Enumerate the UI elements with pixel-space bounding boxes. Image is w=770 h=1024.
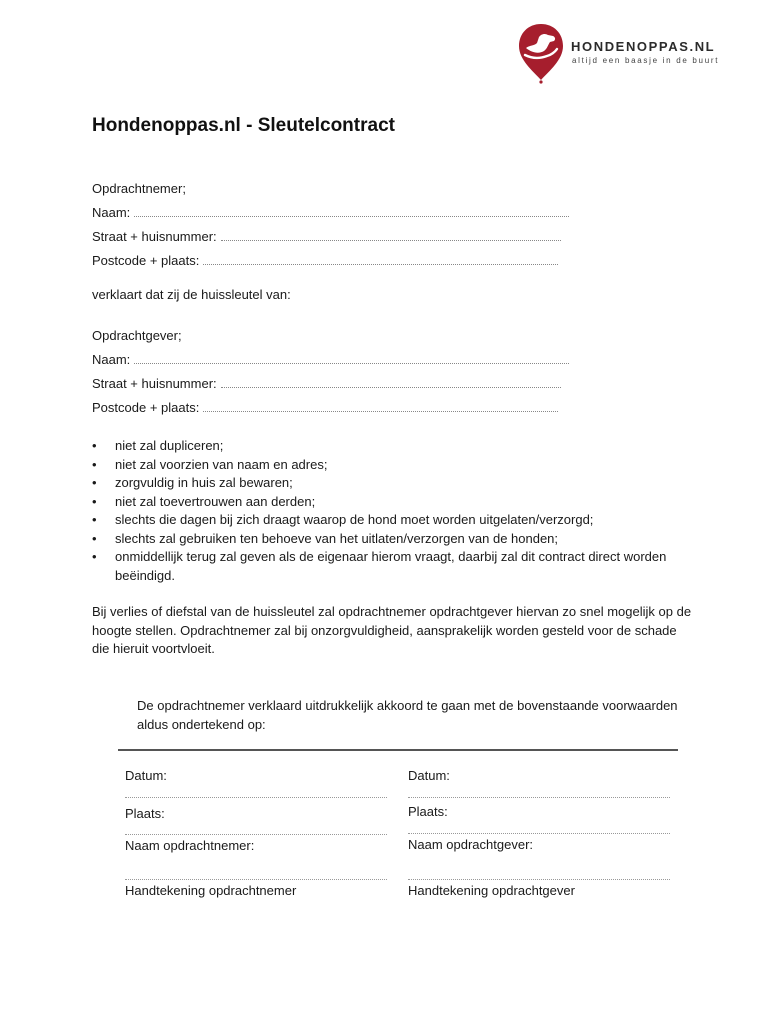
declaration-text: De opdrachtnemer verklaard uitdrukkelijk akkoord te gaan met de bovenstaande voorwaarden aldus ondertekend op: [137,698,678,732]
condition-item: • niet zal toevertrouwen aan derden; [92,493,692,512]
client-place-line[interactable] [408,833,670,834]
client-signature-label: Handtekening opdrachtgever [408,883,575,898]
client-postcode-label: Postcode + plaats: [92,400,200,415]
client-date-line[interactable] [408,797,670,798]
contractor-date-label: Datum: [125,768,167,783]
dog-location-pin-icon [517,22,565,84]
client-name-line[interactable] [134,353,569,364]
contractor-postcode-line[interactable] [203,254,558,265]
client-postcode-field[interactable] [92,400,558,415]
condition-item: • slechts zal gebruiken ten behoeve van het uitlaten/verzorgen van de honden; [92,530,692,549]
bullet-icon: • [92,438,97,453]
contractor-signer-name-label: Naam opdrachtnemer: [125,838,255,853]
bullet-icon: • [92,493,97,509]
client-place-label: Plaats: [408,804,448,819]
condition-item: • onmiddellijk terug zal geven als de eigenaar hierom vraagt, daarbij zal dit contract direct worden beëindigd. [92,549,667,583]
client-heading: Opdrachtgever; [92,328,182,343]
client-street-line[interactable] [221,377,561,388]
client-street-field[interactable] [92,376,561,391]
contractor-heading: Opdrachtnemer; [92,181,186,196]
conditions-list [92,437,692,585]
contractor-name-line[interactable] [134,206,569,217]
contractor-street-label: Straat + huisnummer: [92,229,217,244]
client-name-label: Naam: [92,352,131,367]
bullet-icon: • [92,512,97,527]
condition-item: • slechts die dagen bij zich draagt waarop de hond moet worden uitgelaten/verzorgd; [92,511,692,530]
client-street-label: Straat + huisnummer: [92,376,217,391]
contractor-name-label: Naam: [92,205,131,220]
contractor-date-line[interactable] [125,797,387,798]
client-date-label: Datum: [408,768,450,783]
contractor-name-field[interactable] [92,205,569,220]
condition-item: • niet zal dupliceren; [92,437,692,456]
condition-item: • niet zal voorzien van naam en adres; [92,456,692,475]
document-title: Hondenoppas.nl - Sleutelcontract [92,115,395,136]
contractor-signature-label: Handtekening opdrachtnemer [125,883,297,898]
declares-text: verklaart dat zij de huissleutel van: [92,287,291,302]
logo-brand-name: HONDENOPPAS.NL [571,39,716,54]
loss-paragraph: Bij verlies of diefstal van de huissleutel zal opdrachtnemer opdrachtgever hiervan zo snel mogelijk op de hoogte stellen. Opdrachtnemer zal bij onzorgvuldigheid, aansprakelijk worden gesteld voor de schade die hieruit voortvloeit. [92,604,692,656]
client-signer-name-line[interactable] [408,879,670,880]
contractor-signer-name-line[interactable] [125,879,387,880]
logo-tagline: altijd een baasje in de buurt [572,56,720,65]
bullet-icon: • [92,456,97,472]
contractor-street-line[interactable] [221,230,561,241]
contractor-place-line[interactable] [125,834,387,835]
contractor-street-field[interactable] [92,229,561,244]
contractor-postcode-field[interactable] [92,253,558,268]
hondenoppas-logo [517,22,737,86]
bullet-icon: • [92,549,97,564]
condition-item: • zorgvuldig in huis zal bewaren; [92,474,692,493]
divider [118,749,678,751]
contractor-postcode-label: Postcode + plaats: [92,253,200,268]
client-name-field[interactable] [92,352,569,367]
client-signer-name-label: Naam opdrachtgever: [408,837,534,852]
client-postcode-line[interactable] [203,401,558,412]
bullet-icon: • [92,475,97,490]
bullet-icon: • [92,530,97,546]
contractor-place-label: Plaats: [125,806,165,821]
